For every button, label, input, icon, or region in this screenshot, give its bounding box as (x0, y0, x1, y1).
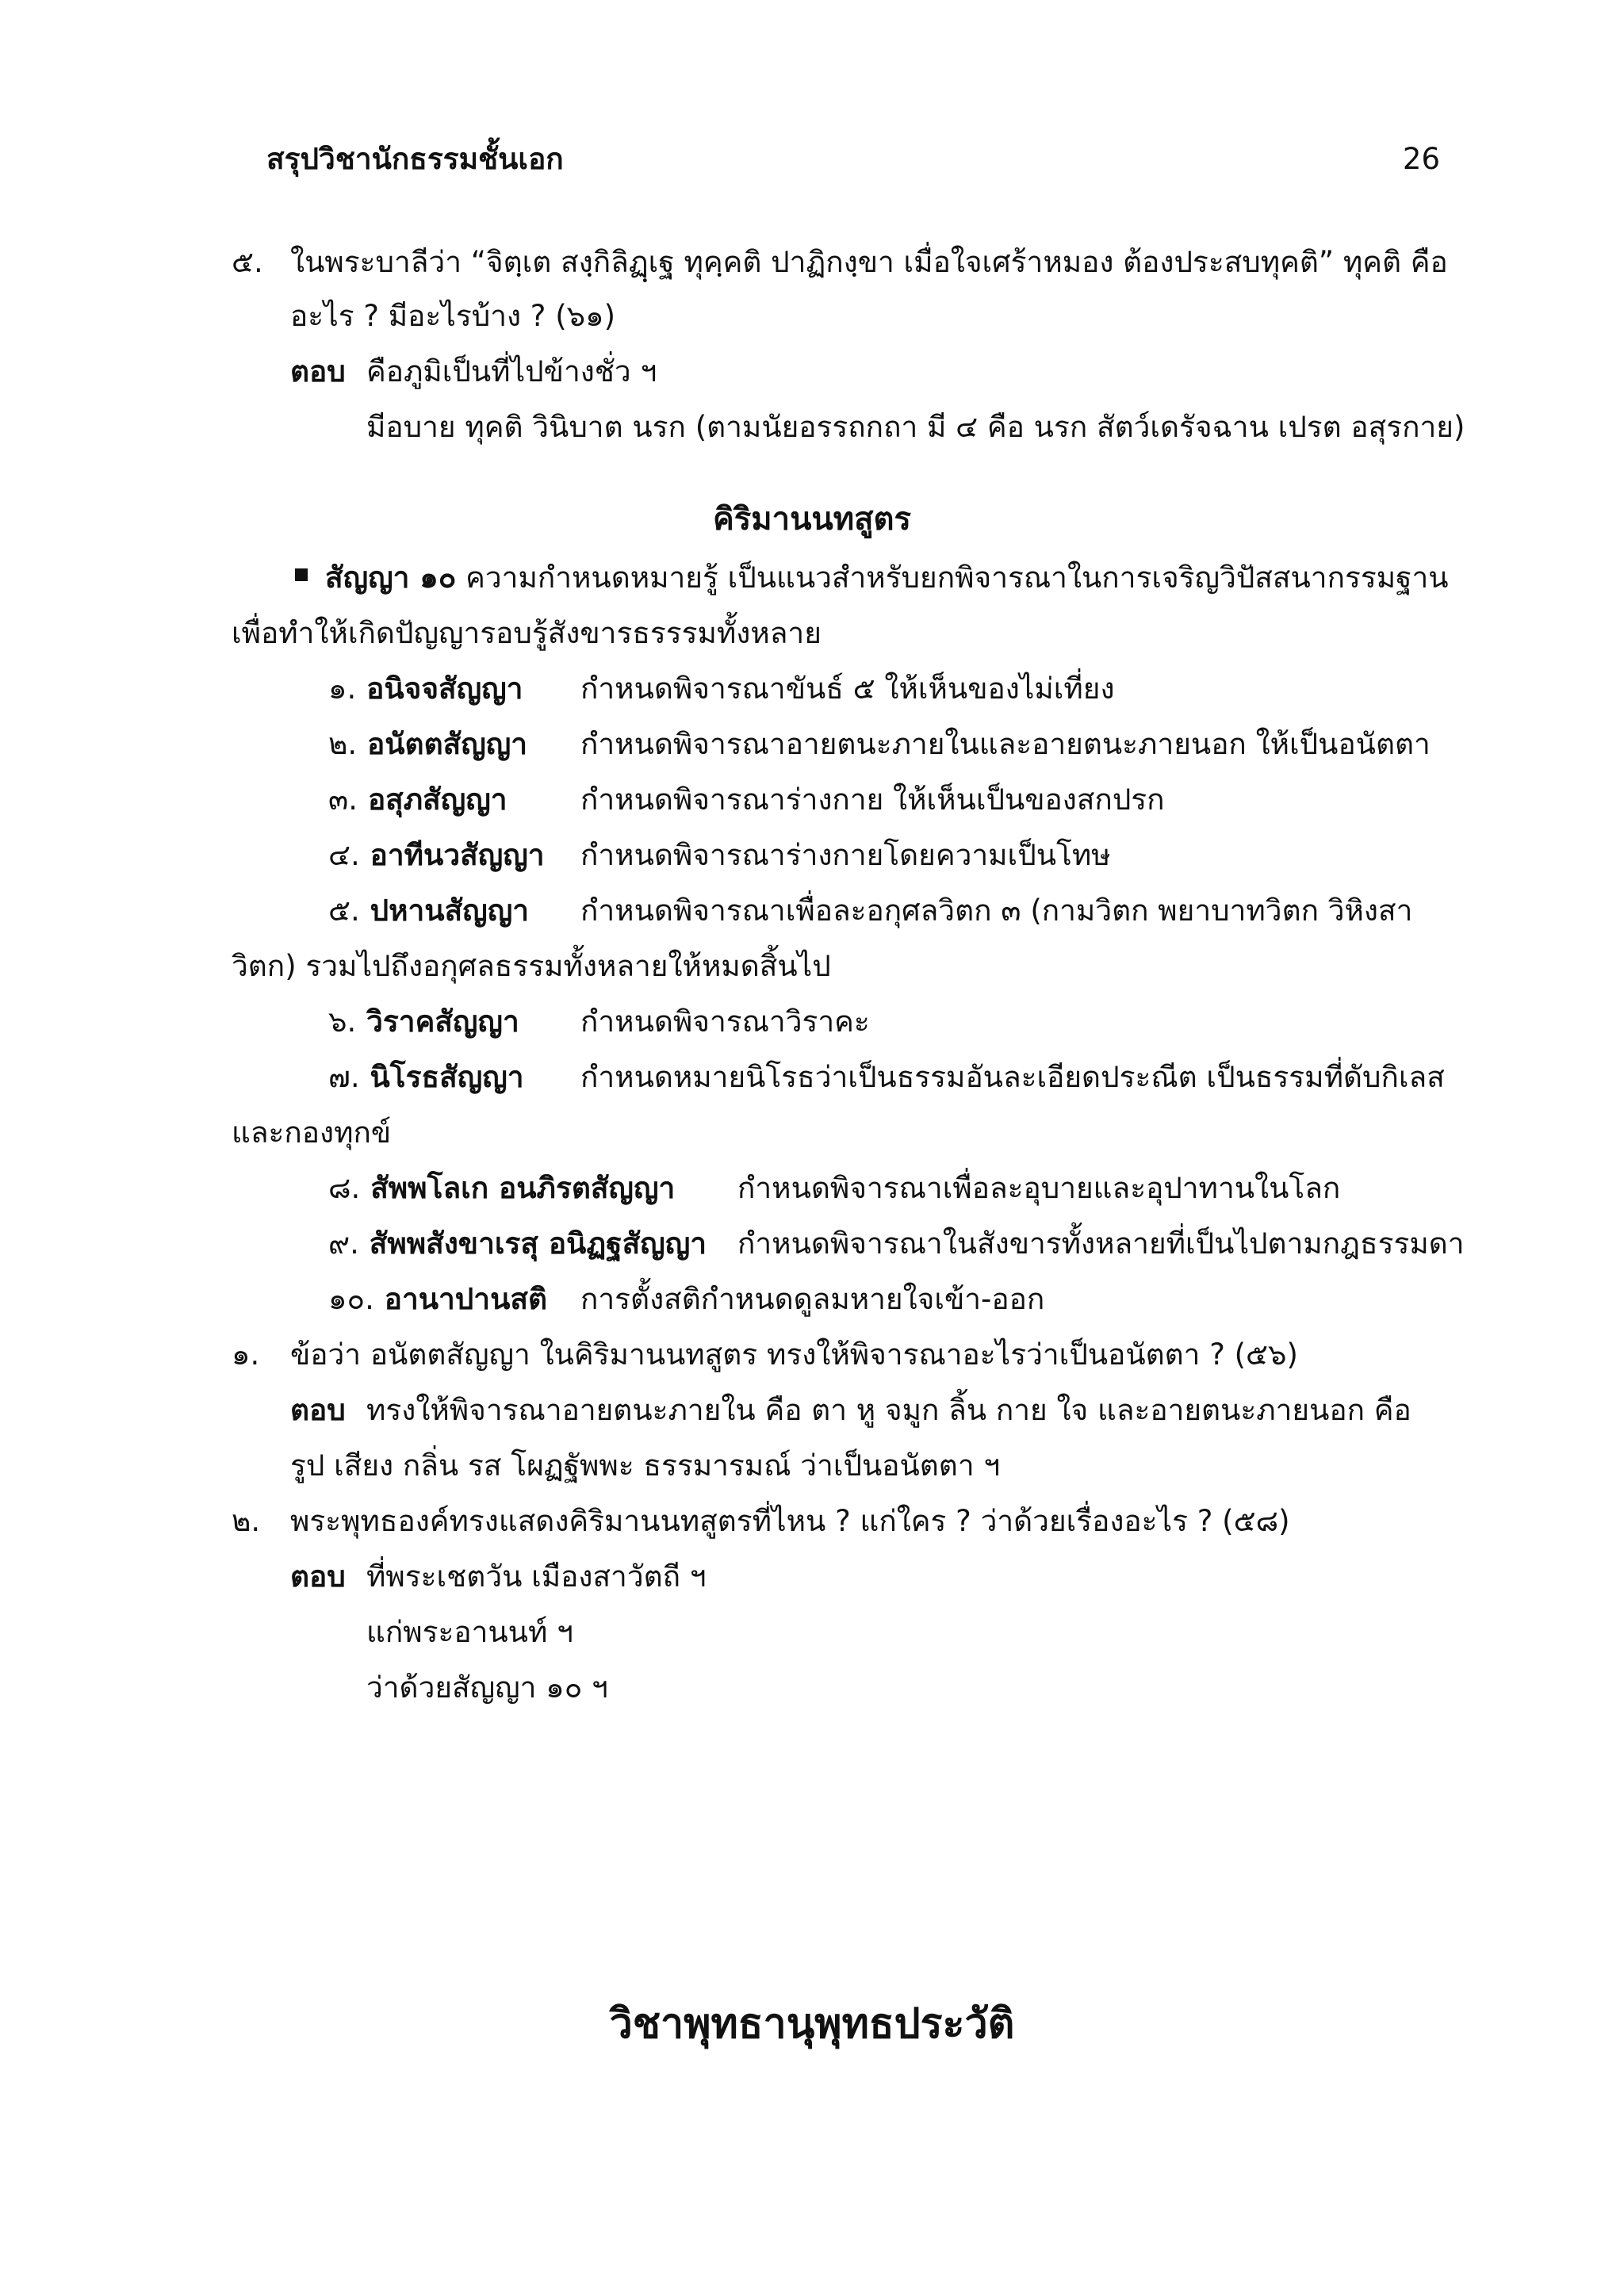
section-intro-line2: เพื่อทำให้เกิดปัญญารอบรู้สังขารธรรรมทั้งหลาย (232, 616, 822, 650)
list-item-desc: กำหนดพิจารณาในสังขารทั้งหลายที่เป็นไปตามกฎธรรมดา (737, 1226, 1465, 1261)
q1-question: ข้อว่า อนัตตสัญญา ในคิริมานนทสูตร ทรงให้พิจารณาอะไรว่าเป็นอนัตตา ? (๕๖) (290, 1337, 1298, 1372)
q1-number: ๑. (232, 1337, 260, 1372)
list-item-name: ๒. อนัตตสัญญา (328, 727, 528, 761)
list-item-name: ๓. อสุภสัญญา (328, 783, 508, 817)
list-item-desc-continued: วิตก) รวมไปถึงอกุศลธรรมทั้งหลายให้หมดสิ้นไป (232, 949, 831, 983)
intro-text: ความกำหนดหมายรู้ เป็นแนวสำหรับยกพิจารณาในการเจริญวิปัสสนากรรมฐาน (465, 561, 1449, 595)
list-item-desc: กำหนดพิจารณาเพื่อละอุบายและอุปาทานในโลก (737, 1171, 1341, 1205)
intro-term: สัญญา ๑๐ (325, 561, 457, 595)
square-bullet-icon (295, 568, 308, 581)
running-header-title: สรุปวิชานักธรรมชั้นเอก (266, 142, 564, 176)
list-item-desc: กำหนดพิจารณาอายตนะภายในและอายตนะภายนอก ให้เป็นอนัตตา (580, 727, 1431, 761)
q5-answer-label: ตอบ (290, 354, 346, 388)
section-title: คิริมานนทสูตร (713, 501, 911, 538)
chapter-title: วิชาพุทธานุพุทธประวัติ (609, 2000, 1015, 2048)
list-item-desc: กำหนดพิจารณาขันธ์ ๕ ให้เห็นของไม่เที่ยง (580, 672, 1115, 706)
q1-answer-line1: ทรงให้พิจารณาอายตนะภายใน คือ ตา หู จมูก ลิ้น กาย ใจ และอายตนะภายนอก คือ (366, 1393, 1411, 1427)
list-item-desc: กำหนดหมายนิโรธว่าเป็นธรรมอันละเอียดประณีต เป็นธรรมที่ดับกิเลส (580, 1060, 1445, 1094)
q2-answer-label: ตอบ (290, 1559, 346, 1594)
list-item-desc: กำหนดพิจารณาเพื่อละอกุศลวิตก ๓ (กามวิตก พยาบาทวิตก วิหิงสา (580, 894, 1413, 928)
q1-answer-label: ตอบ (290, 1393, 346, 1427)
q5-number: ๕. (232, 245, 263, 279)
q2-answer-line2: แก่พระอานนท์ ฯ (366, 1615, 573, 1649)
list-item-desc: กำหนดพิจารณาร่างกายโดยความเป็นโทษ (580, 838, 1111, 872)
list-item-name: ๑๐. อานาปานสติ (328, 1282, 547, 1316)
q2-question: พระพุทธองค์ทรงแสดงคิริมานนทสูตรที่ไหน ? แก่ใคร ? ว่าด้วยเรื่องอะไร ? (๕๘) (290, 1504, 1290, 1538)
list-item-name: ๔. อาทีนวสัญญา (328, 838, 545, 872)
q1-answer-line2: รูป เสียง กลิ่น รส โผฏฐัพพะ ธรรมารมณ์ ว่าเป็นอนัตตา ฯ (290, 1448, 1001, 1483)
list-item-name: ๕. ปหานสัญญา (328, 894, 530, 928)
q5-question-line2: อะไร ? มีอะไรบ้าง ? (๖๑) (290, 299, 616, 333)
list-item-name: ๖. วิราคสัญญา (328, 1004, 519, 1039)
page-number: 26 (1402, 142, 1440, 176)
q2-number: ๒. (232, 1504, 261, 1538)
q5-question-line1: ในพระบาลีว่า “จิตฺเต สงฺกิลิฏฺเฐ ทุคฺคติ ปาฏิกงฺขา เมื่อใจเศร้าหมอง ต้องประสบทุคติ” ทุคติ คือ (290, 245, 1448, 279)
list-item-desc: กำหนดพิจารณาวิราคะ (580, 1004, 870, 1039)
q5-answer-line1: คือภูมิเป็นที่ไปข้างชั่ว ฯ (366, 354, 657, 388)
section-intro (295, 561, 1449, 595)
list-item-desc: การตั้งสติกำหนดดูลมหายใจเข้า-ออก (580, 1282, 1045, 1316)
list-item-name: ๙. สัพพสังขาเรสุ อนิฏฐสัญญา (328, 1226, 707, 1261)
q2-answer-line1: ที่พระเชตวัน เมืองสาวัตถี ฯ (366, 1559, 707, 1594)
list-item-name: ๗. นิโรธสัญญา (328, 1060, 524, 1094)
list-item-name: ๑. อนิจจสัญญา (328, 672, 523, 706)
q2-answer-line3: ว่าด้วยสัญญา ๑๐ ฯ (366, 1670, 608, 1705)
list-item-desc: กำหนดพิจารณาร่างกาย ให้เห็นเป็นของสกปรก (580, 783, 1165, 817)
list-item-name: ๘. สัพพโลเก อนภิรตสัญญา (328, 1171, 676, 1205)
q5-answer-line2: มีอบาย ทุคติ วินิบาต นรก (ตามนัยอรรถกถา มี ๔ คือ นรก สัตว์เดรัจฉาน เปรต อสุรกาย) (366, 410, 1465, 444)
list-item-desc-continued: และกองทุกข์ (232, 1115, 392, 1150)
